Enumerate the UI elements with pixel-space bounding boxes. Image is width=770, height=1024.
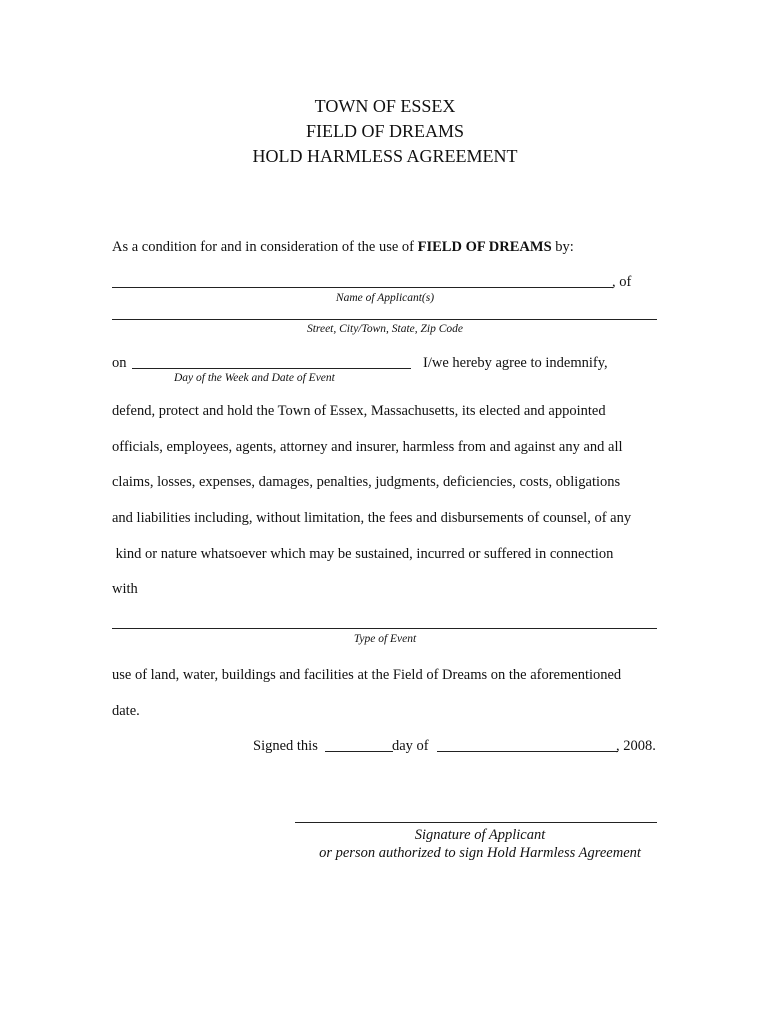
document-title-agreement: HOLD HARMLESS AGREEMENT <box>252 146 518 166</box>
event-date-field[interactable] <box>132 368 411 369</box>
closing-line: date. <box>112 703 140 719</box>
closing-line: use of land, water, buildings and facilities at the Field of Dreams on the aforementioned <box>112 667 622 683</box>
intro-facility-name: FIELD OF DREAMS <box>417 239 552 255</box>
signed-day-of-text: day of <box>392 738 429 754</box>
intro-suffix: by: <box>551 239 574 255</box>
event-type-field[interactable] <box>112 628 657 629</box>
paragraph-line: claims, losses, expenses, damages, penalties, judgments, deficiencies, costs, obligations <box>112 474 621 490</box>
signature-authorized-label: or person authorized to sign Hold Harmless Agreement <box>319 845 641 861</box>
paragraph-line: and liabilities including, without limitation, the fees and disbursements of counsel, of any <box>112 510 632 526</box>
signed-year-text: , 2008. <box>616 738 656 754</box>
document-title-town: TOWN OF ESSEX <box>314 96 456 116</box>
indemnify-text: I/we hereby agree to indemnify, <box>423 355 608 371</box>
applicant-address-field[interactable] <box>112 319 657 320</box>
applicant-of-text: , of <box>612 274 632 290</box>
applicant-address-label: Street, City/Town, State, Zip Code <box>306 323 463 335</box>
paragraph-line: defend, protect and hold the Town of Essex, Massachusetts, its elected and appointed <box>112 403 606 419</box>
document-title-field: FIELD OF DREAMS <box>305 121 465 141</box>
signed-day-field[interactable] <box>325 751 393 752</box>
applicant-name-label: Name of Applicant(s) <box>335 292 435 304</box>
signature-label: Signature of Applicant <box>414 827 546 843</box>
event-date-prefix: on <box>112 355 127 371</box>
event-type-label: Type of Event <box>353 633 417 645</box>
paragraph-line: with <box>112 581 138 597</box>
event-date-label: Day of the Week and Date of Event <box>174 372 335 384</box>
intro-sentence <box>112 238 574 256</box>
intro-prefix: As a condition for and in consideration of the use of <box>112 239 418 255</box>
paragraph-line: kind or nature whatsoever which may be sustained, incurred or suffered in connection <box>112 546 614 562</box>
signed-month-field[interactable] <box>437 751 618 752</box>
applicant-name-field[interactable] <box>112 287 613 288</box>
paragraph-line: officials, employees, agents, attorney and insurer, harmless from and against any and all <box>112 439 623 455</box>
signed-this-text: Signed this <box>253 738 318 754</box>
signature-field[interactable] <box>295 822 657 823</box>
